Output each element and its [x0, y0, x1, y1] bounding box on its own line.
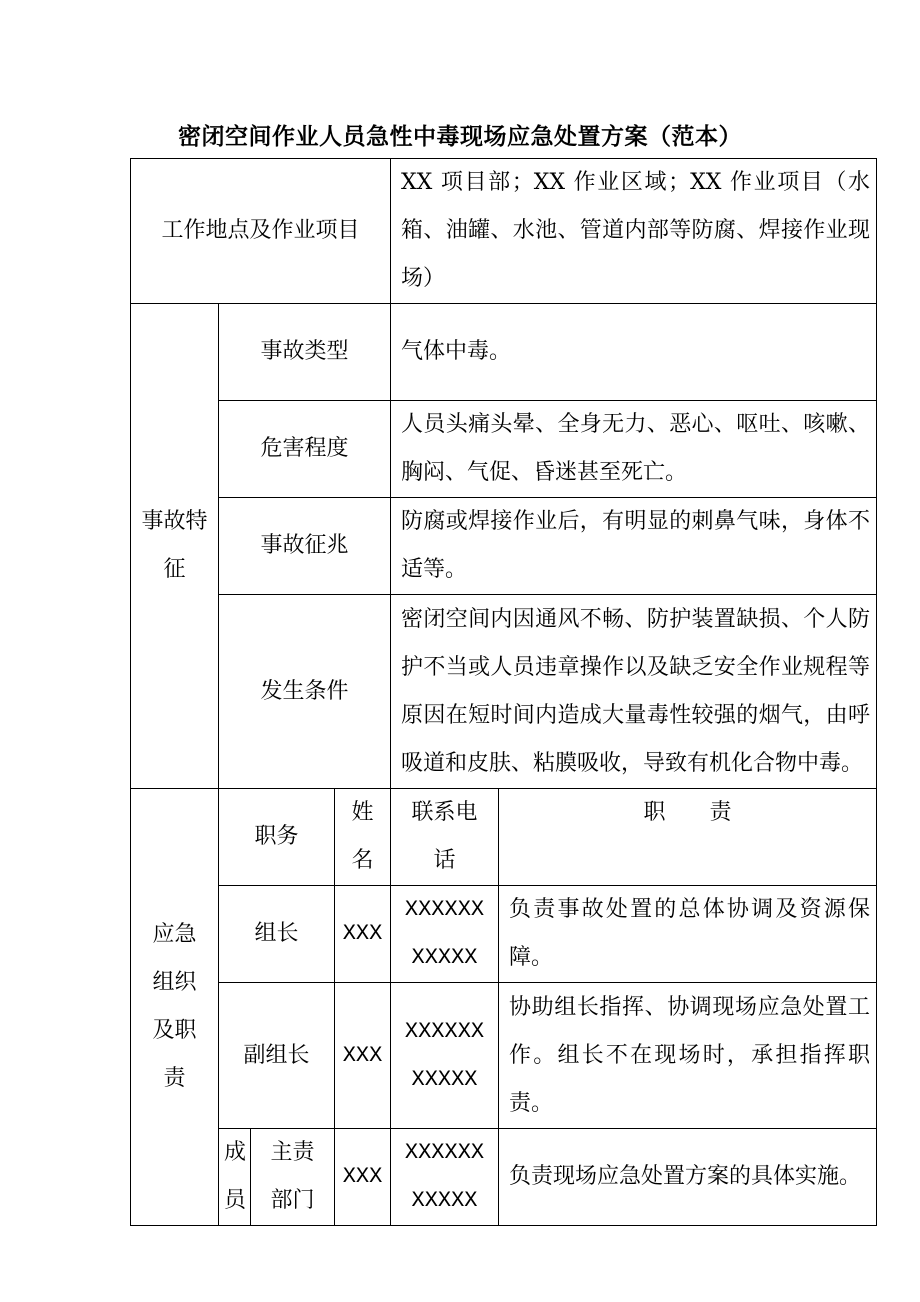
org-member-row	[131, 1129, 877, 1226]
leader-duty: 负责事故处置的总体协调及资源保障。	[509, 897, 871, 970]
feature-label: 发生条件	[260, 678, 349, 704]
header-name-cell	[335, 789, 391, 886]
feature-value-cell	[391, 498, 877, 595]
org-deputy-row	[131, 983, 877, 1129]
work-label-cell	[131, 159, 391, 304]
features-label-cell	[131, 304, 219, 789]
feature-label-cell	[219, 595, 391, 789]
deputy-phone: XXXXXXXXXXX	[404, 1018, 485, 1092]
header-position-cell	[219, 789, 335, 886]
deputy-position-cell	[219, 983, 335, 1129]
org-leader-row	[131, 886, 877, 983]
header-name: 姓名	[351, 800, 374, 873]
header-duty: 职 责	[643, 800, 732, 825]
header-position: 职务	[254, 824, 299, 849]
header-phone-cell	[391, 789, 499, 886]
member-phone-cell	[391, 1129, 499, 1226]
leader-phone-cell	[391, 886, 499, 983]
member-name: XXX	[342, 1164, 383, 1189]
member-duty-cell	[499, 1129, 877, 1226]
deputy-name: XXX	[342, 1042, 383, 1068]
emergency-plan-table	[130, 158, 877, 1226]
deputy-duty: 协助组长指挥、协调现场应急处置工作。组长不在现场时，承担指挥职责。	[509, 994, 871, 1116]
leader-position: 组长	[254, 921, 299, 946]
member-duty: 负责现场应急处置方案的具体实施。	[509, 1164, 862, 1189]
document-title: 密闭空间作业人员急性中毒现场应急处置方案（范本）	[178, 124, 742, 150]
deputy-duty-cell	[499, 983, 877, 1129]
member-position-cell	[251, 1129, 335, 1226]
header-duty-cell	[499, 789, 877, 886]
feature-label: 危害程度	[260, 436, 349, 461]
feature-row	[131, 498, 877, 595]
feature-value-cell	[391, 401, 877, 498]
feature-value: 防腐或焊接作业后，有明显的刺鼻气味，身体不适等。	[401, 509, 871, 582]
feature-value: 人员头痛头晕、全身无力、恶心、呕吐、咳嗽、胸闷、气促、昏迷甚至死亡。	[401, 412, 871, 485]
work-row	[131, 159, 877, 304]
feature-row	[131, 595, 877, 789]
leader-position-cell	[219, 886, 335, 983]
leader-duty-cell	[499, 886, 877, 983]
feature-value-cell	[391, 595, 877, 789]
feature-value: 密闭空间内因通风不畅、防护装置缺损、个人防护不当或人员违章操作以及缺乏安全作业规程等原因在短时间内造成大量毒性较强的烟气，由呼吸道和皮肤、粘膜吸收，导致有机化合物中毒。	[401, 606, 871, 776]
leader-phone: XXXXXXXXXXX	[404, 897, 485, 970]
deputy-phone-cell	[391, 983, 499, 1129]
work-value: XX 项目部；XX 作业区域；XX 作业项目（水箱、油罐、水池、管道内部等防腐、焊接作业现场）	[401, 170, 871, 291]
feature-value-cell	[391, 304, 877, 401]
org-label: 应急组织及职责	[152, 922, 197, 1091]
work-value-cell	[391, 159, 877, 304]
member-name-cell	[335, 1129, 391, 1226]
feature-row	[131, 401, 877, 498]
feature-label-cell	[219, 498, 391, 595]
deputy-position: 副组长	[243, 1042, 310, 1068]
leader-name: XXX	[342, 921, 383, 946]
feature-value: 气体中毒。	[401, 339, 512, 364]
member-group-cell	[219, 1129, 251, 1226]
deputy-name-cell	[335, 983, 391, 1129]
leader-name-cell	[335, 886, 391, 983]
org-label-cell	[131, 789, 219, 1226]
feature-label: 事故征兆	[260, 533, 349, 558]
header-phone: 联系电话	[411, 800, 478, 873]
feature-row	[131, 304, 877, 401]
org-header-row	[131, 789, 877, 886]
member-group: 成员	[224, 1140, 247, 1213]
work-label: 工作地点及作业项目	[161, 218, 360, 243]
feature-label-cell	[219, 401, 391, 498]
member-phone: XXXXXXXXXXX	[404, 1140, 485, 1213]
feature-label: 事故类型	[260, 339, 349, 364]
member-position: 主责部门	[270, 1140, 315, 1213]
feature-label-cell	[219, 304, 391, 401]
features-label: 事故特征	[141, 509, 208, 582]
